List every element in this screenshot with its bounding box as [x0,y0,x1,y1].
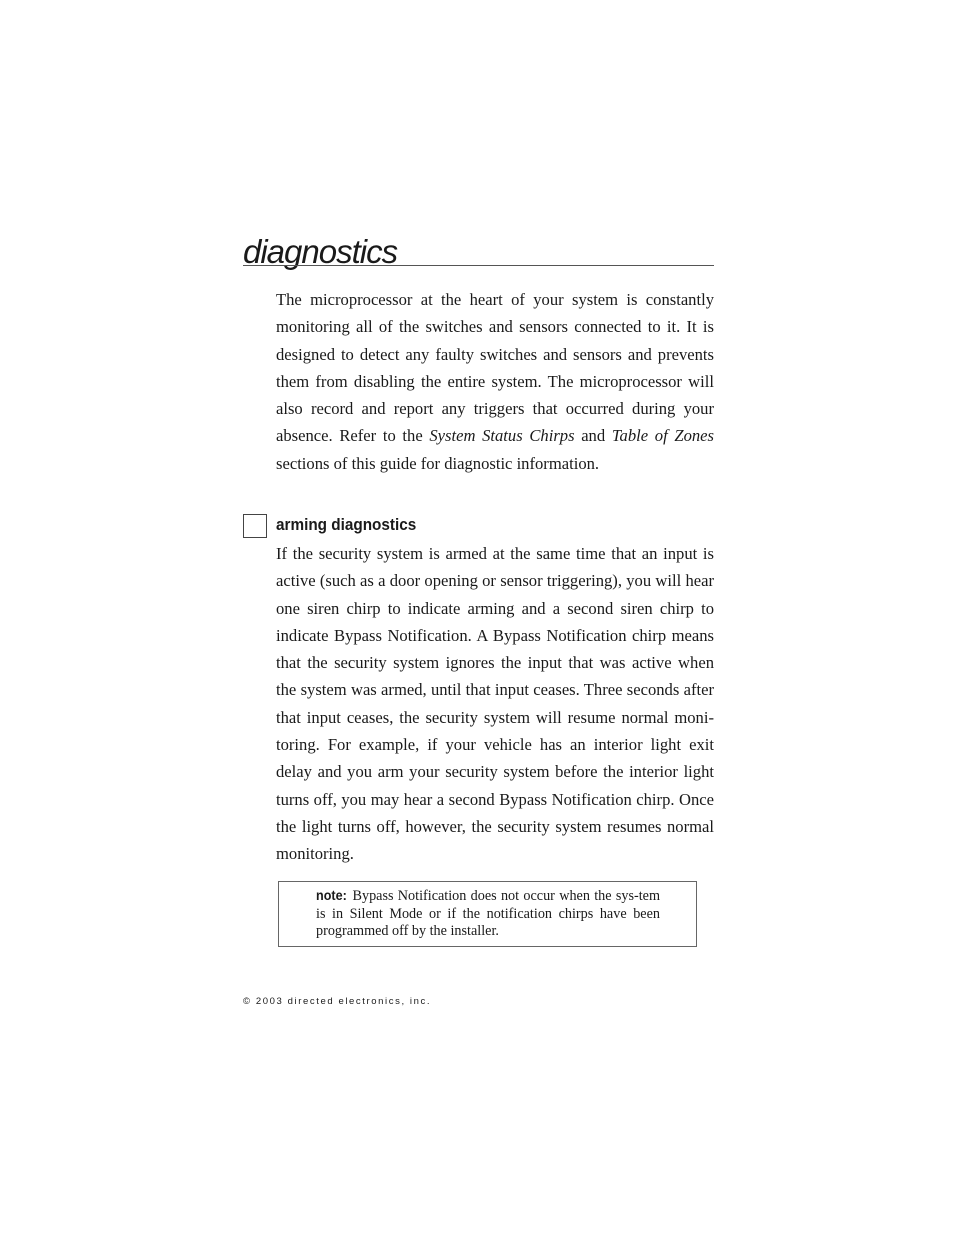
intro-text-end: sections of this guide for diagnostic information. [276,453,600,473]
arming-diagnostics-heading: arming diagnostics [276,515,417,534]
note-box [278,881,697,947]
intro-text-between: and [574,426,612,446]
note-paragraph [316,887,660,941]
ref-table-of-zones: Table of Zones [611,426,714,446]
note-label: note: [316,887,347,903]
intro-paragraph [276,286,714,477]
section-title: diagnostics [243,233,398,270]
title-underline-rule [243,265,714,266]
arming-diagnostics-paragraph: If the security system is armed at the same time that an input is active (such as a door opening or sensor triggering), you will hear one siren chirp to indicate arming and a second siren chirp to indicate Bypass Notification. A Bypass Notification chirp means that the security system ignores the input that was active when the system was armed, until that input ceases. Three seconds after that input ceases, the security system will resume normal moni-toring. For example, if your vehicle has an interior light exit delay and you arm your security system before the interior light turns off, you may hear a second Bypass Notification chirp. Once the light turns off, however, the security system resumes normal monitoring. [276,544,714,864]
footer-copyright: © 2003 directed electronics, inc. [243,996,432,1007]
note-text: Bypass Notification does not occur when the sys-tem is in Silent Mode or if the notification chirps have been programmed off by the installer. [316,888,660,939]
intro-text-start: The microprocessor at the heart of your system is constantly monitoring all of the switches and sensors connected to it. It is designed to detect any faulty switches and sensors and prevents them from disabling the entire system. The microprocessor will also record and report any triggers that occurred during your absence. Refer to the [276,290,714,446]
section-checkbox[interactable] [243,514,267,538]
ref-system-status-chirps: System Status Chirps [429,426,575,446]
